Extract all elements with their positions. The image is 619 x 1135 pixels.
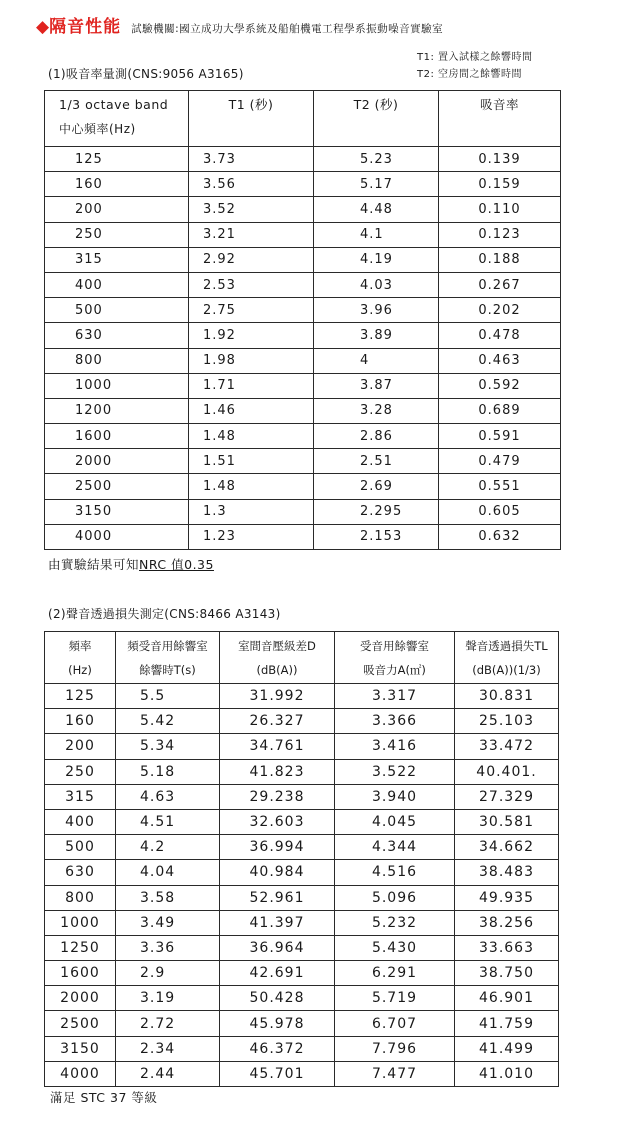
table-cell: 315 (45, 247, 189, 272)
table-cell: 2.92 (189, 247, 314, 272)
table-cell: 0.267 (439, 272, 561, 297)
table-cell: 41.823 (220, 759, 335, 784)
table-row (45, 247, 561, 272)
table-cell: 3.96 (314, 298, 439, 323)
table-cell: 3.58 (116, 885, 220, 910)
table-cell: 7.796 (335, 1036, 455, 1061)
table-cell: 40.401. (455, 759, 559, 784)
table-cell: 4.516 (335, 860, 455, 885)
header-level-difference: 室間音壓級差D (dB(A)) (220, 632, 335, 684)
table-cell: 0.463 (439, 348, 561, 373)
table-row (45, 222, 561, 247)
table-cell: 0.605 (439, 499, 561, 524)
table-cell: 38.256 (455, 910, 559, 935)
table-cell: 30.581 (455, 809, 559, 834)
table-cell: 3.87 (314, 373, 439, 398)
table-cell: 0.139 (439, 147, 561, 172)
table-row (45, 734, 559, 759)
table-cell: 500 (45, 835, 116, 860)
header-t2: T2 (秒) (314, 91, 439, 147)
diamond-icon: ◆ (36, 17, 50, 37)
table-cell: 1.23 (189, 524, 314, 549)
table-cell: 1200 (45, 398, 189, 423)
table-cell: 5.096 (335, 885, 455, 910)
table-cell: 125 (45, 684, 116, 709)
table-cell: 50.428 (220, 986, 335, 1011)
table-cell: 1.46 (189, 398, 314, 423)
table-cell: 46.901 (455, 986, 559, 1011)
header-absorption: 吸音率 (439, 91, 561, 147)
table-cell: 41.499 (455, 1036, 559, 1061)
table-cell: 2.153 (314, 524, 439, 549)
table-cell: 2.34 (116, 1036, 220, 1061)
table-cell: 41.397 (220, 910, 335, 935)
table-cell: 1250 (45, 935, 116, 960)
table-cell: 3150 (45, 499, 189, 524)
table-cell: 4.48 (314, 197, 439, 222)
table-cell: 41.010 (455, 1061, 559, 1086)
table-cell: 2.44 (116, 1061, 220, 1086)
table-cell: 4.63 (116, 784, 220, 809)
table-cell: 0.110 (439, 197, 561, 222)
table-cell: 160 (45, 709, 116, 734)
table-cell: 3.940 (335, 784, 455, 809)
table-cell: 2.86 (314, 424, 439, 449)
table-cell: 3.36 (116, 935, 220, 960)
table-cell: 2.53 (189, 272, 314, 297)
table-cell: 1000 (45, 373, 189, 398)
table-cell: 3.317 (335, 684, 455, 709)
table-cell: 3.21 (189, 222, 314, 247)
table-row (45, 197, 561, 222)
table-cell: 800 (45, 348, 189, 373)
table-cell: 630 (45, 860, 116, 885)
table-cell: 200 (45, 734, 116, 759)
table-cell: 1.3 (189, 499, 314, 524)
table-cell: 2.72 (116, 1011, 220, 1036)
table-row (45, 860, 559, 885)
table-cell: 5.17 (314, 172, 439, 197)
table-row (45, 474, 561, 499)
table-cell: 4000 (45, 1061, 116, 1086)
table-cell: 2000 (45, 986, 116, 1011)
table-cell: 0.592 (439, 373, 561, 398)
table-cell: 5.5 (116, 684, 220, 709)
table-cell: 3.52 (189, 197, 314, 222)
table-cell: 0.689 (439, 398, 561, 423)
note-t2: T2: 空房間之餘響時間 (417, 69, 523, 80)
table-cell: 30.831 (455, 684, 559, 709)
page-title: 隔音性能 (49, 17, 122, 37)
table-cell: 1.92 (189, 323, 314, 348)
table-cell: 0.591 (439, 424, 561, 449)
table-row (45, 424, 561, 449)
table-row (45, 961, 559, 986)
table-row (45, 172, 561, 197)
table-row (45, 1011, 559, 1036)
table-row (45, 684, 559, 709)
transmission-loss-table (44, 631, 559, 1087)
table-cell: 32.603 (220, 809, 335, 834)
table-cell: 5.34 (116, 734, 220, 759)
table-cell: 2.75 (189, 298, 314, 323)
table-cell: 4000 (45, 524, 189, 549)
table-cell: 2.69 (314, 474, 439, 499)
table-cell: 49.935 (455, 885, 559, 910)
table-header-row (45, 632, 559, 684)
table-cell: 27.329 (455, 784, 559, 809)
table-cell: 1600 (45, 424, 189, 449)
table-cell: 250 (45, 222, 189, 247)
table-row (45, 885, 559, 910)
header-band (45, 91, 189, 147)
table-cell: 1.48 (189, 474, 314, 499)
table-cell: 0.551 (439, 474, 561, 499)
table-cell: 315 (45, 784, 116, 809)
table-cell: 4 (314, 348, 439, 373)
table-row (45, 524, 561, 549)
table-cell: 2500 (45, 474, 189, 499)
table-cell: 0.202 (439, 298, 561, 323)
absorption-table (44, 90, 561, 550)
table-cell: 2.295 (314, 499, 439, 524)
table-cell: 4.1 (314, 222, 439, 247)
table-cell: 1600 (45, 961, 116, 986)
table-row (45, 147, 561, 172)
table-cell: 41.759 (455, 1011, 559, 1036)
table-cell: 4.19 (314, 247, 439, 272)
table-cell: 33.663 (455, 935, 559, 960)
table-cell: 5.430 (335, 935, 455, 960)
table-cell: 3.522 (335, 759, 455, 784)
table-cell: 3.73 (189, 147, 314, 172)
table-cell: 29.238 (220, 784, 335, 809)
nrc-value: NRC 值0.35 (139, 557, 214, 572)
table-cell: 36.994 (220, 835, 335, 860)
table-cell: 5.719 (335, 986, 455, 1011)
table-row (45, 709, 559, 734)
table-cell: 1.48 (189, 424, 314, 449)
table-cell: 34.761 (220, 734, 335, 759)
table-cell: 3.416 (335, 734, 455, 759)
table-cell: 4.045 (335, 809, 455, 834)
nrc-note-prefix: 由實驗結果可知 (48, 557, 140, 572)
table-cell: 1.51 (189, 449, 314, 474)
table-cell: 250 (45, 759, 116, 784)
page-header (36, 12, 443, 37)
table-cell: 1000 (45, 910, 116, 935)
table-row (45, 373, 561, 398)
table-cell: 800 (45, 885, 116, 910)
table-cell: 1.71 (189, 373, 314, 398)
table-cell: 0.632 (439, 524, 561, 549)
table-cell: 46.372 (220, 1036, 335, 1061)
table-cell: 2.51 (314, 449, 439, 474)
table-row (45, 449, 561, 474)
table-row (45, 809, 559, 834)
table-cell: 40.984 (220, 860, 335, 885)
table-row (45, 910, 559, 935)
table-cell: 36.964 (220, 935, 335, 960)
table-cell: 3.89 (314, 323, 439, 348)
table-row (45, 398, 561, 423)
table-row (45, 1061, 559, 1086)
header-transmission-loss: 聲音透過損失TL (dB(A))(1/3) (455, 632, 559, 684)
table-cell: 160 (45, 172, 189, 197)
table-cell: 0.188 (439, 247, 561, 272)
table-cell: 25.103 (455, 709, 559, 734)
header-band-line1: 1/3 octave band (59, 97, 169, 112)
table-cell: 500 (45, 298, 189, 323)
table-row (45, 499, 561, 524)
table-row (45, 298, 561, 323)
header-absorption-power: 受音用餘響室 吸音力A(㎡) (335, 632, 455, 684)
table-cell: 4.04 (116, 860, 220, 885)
header-reverb-time: 頻受音用餘響室 餘響時T(s) (116, 632, 220, 684)
note-t1: T1: 置入試樣之餘響時間 (417, 52, 533, 63)
table-cell: 3150 (45, 1036, 116, 1061)
table-cell: 4.2 (116, 835, 220, 860)
table-cell: 34.662 (455, 835, 559, 860)
table-cell: 45.978 (220, 1011, 335, 1036)
table-cell: 0.478 (439, 323, 561, 348)
table-cell: 4.344 (335, 835, 455, 860)
table-cell: 400 (45, 809, 116, 834)
table-cell: 38.483 (455, 860, 559, 885)
table-cell: 6.707 (335, 1011, 455, 1036)
table-cell: 2.9 (116, 961, 220, 986)
table-cell: 5.18 (116, 759, 220, 784)
table-cell: 0.479 (439, 449, 561, 474)
table-cell: 42.691 (220, 961, 335, 986)
table-row (45, 986, 559, 1011)
table-cell: 38.750 (455, 961, 559, 986)
table-cell: 45.701 (220, 1061, 335, 1086)
table-cell: 3.49 (116, 910, 220, 935)
table-cell: 0.159 (439, 172, 561, 197)
table-cell: 1.98 (189, 348, 314, 373)
table-cell: 5.232 (335, 910, 455, 935)
table-cell: 2000 (45, 449, 189, 474)
table-cell: 3.19 (116, 986, 220, 1011)
table-row (45, 348, 561, 373)
table-cell: 400 (45, 272, 189, 297)
table-cell: 5.23 (314, 147, 439, 172)
table-row (45, 272, 561, 297)
table-row (45, 323, 561, 348)
table-cell: 5.42 (116, 709, 220, 734)
table-cell: 125 (45, 147, 189, 172)
table-cell: 3.56 (189, 172, 314, 197)
table-cell: 3.366 (335, 709, 455, 734)
section1-title: (1)吸音率量測(CNS:9056 A3165) (48, 67, 244, 81)
table-row (45, 759, 559, 784)
table-cell: 4.03 (314, 272, 439, 297)
header-frequency: 頻率 (Hz) (45, 632, 116, 684)
nrc-note (48, 555, 214, 573)
table-row (45, 784, 559, 809)
table-cell: 6.291 (335, 961, 455, 986)
table-row (45, 935, 559, 960)
table-cell: 630 (45, 323, 189, 348)
section2-title: (2)聲音透過損失測定(CNS:8466 A3143) (48, 607, 281, 621)
table-cell: 200 (45, 197, 189, 222)
table-row (45, 835, 559, 860)
table-cell: 4.51 (116, 809, 220, 834)
stc-note: 滿足 STC 37 等級 (50, 1090, 158, 1105)
header-t1: T1 (秒) (189, 91, 314, 147)
table-cell: 3.28 (314, 398, 439, 423)
table-cell: 33.472 (455, 734, 559, 759)
table-header-row (45, 91, 561, 147)
table-cell: 2500 (45, 1011, 116, 1036)
testing-lab: 試驗機關:國立成功大學系統及船舶機電工程學系振動噪音實驗室 (131, 23, 444, 35)
table-cell: 52.961 (220, 885, 335, 910)
header-band-line2: 中心頻率(Hz) (59, 122, 136, 136)
table-cell: 26.327 (220, 709, 335, 734)
table-cell: 0.123 (439, 222, 561, 247)
table-cell: 7.477 (335, 1061, 455, 1086)
table-row (45, 1036, 559, 1061)
table-cell: 31.992 (220, 684, 335, 709)
